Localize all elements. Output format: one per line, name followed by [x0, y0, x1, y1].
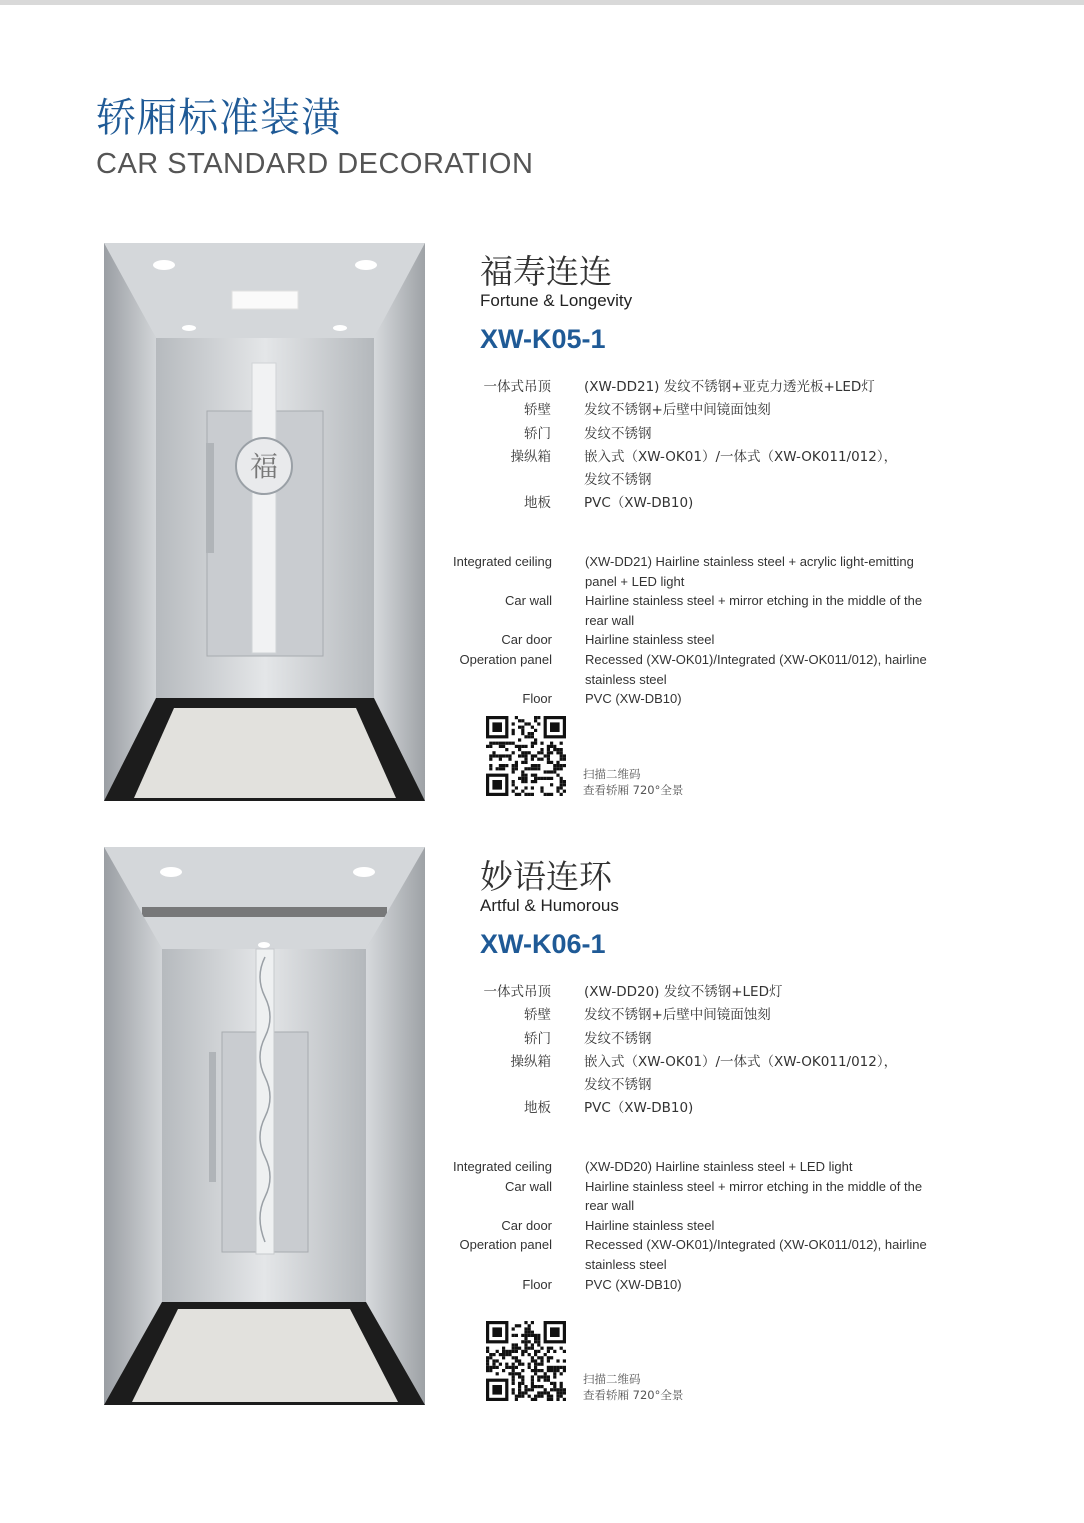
spec-row [479, 1097, 939, 1120]
spec-label: Floor [522, 691, 552, 707]
spec-value: 发纹不锈钢 [584, 1077, 652, 1094]
spec-value: Hairline stainless steel [585, 632, 715, 648]
model-name-cn: 福寿连连 [480, 252, 612, 291]
spec-value: 发纹不锈钢 [584, 472, 652, 489]
spec-value: (XW-DD21) Hairline stainless steel + acrylic light-emitting panel + LED light [585, 554, 914, 589]
spec-value: 嵌入式（XW-OK01）/一体式（XW-OK011/012）， [584, 448, 898, 465]
spec-list-cn [479, 376, 939, 516]
spec-value: 发纹不锈钢+后壁中间镜面蚀刻 [584, 402, 771, 419]
model-name-en: Artful & Humorous [480, 896, 619, 915]
spec-label: 轿壁 [524, 1007, 551, 1024]
spec-label: 轿壁 [524, 402, 551, 419]
elevator-photo-k05 [104, 243, 425, 801]
spec-row [449, 552, 939, 591]
spec-value: PVC（XW-DB10) [584, 495, 694, 512]
page-title: 轿厢标准装潢 [96, 95, 342, 141]
spec-value: Hairline stainless steel + mirror etching in the middle of the rear wall [585, 593, 923, 628]
spec-row [449, 1235, 939, 1274]
spec-label: Integrated ceiling [452, 1159, 552, 1174]
qr-caption-line2: 查看轿厢 720°全景 [583, 1388, 684, 1402]
svg-text:福: 福 [249, 450, 279, 483]
spec-row [479, 423, 939, 446]
spec-label: Car wall [505, 1178, 552, 1194]
spec-value: PVC（XW-DB10) [584, 1100, 694, 1117]
spec-label: Car wall [505, 593, 552, 609]
spec-row [479, 981, 939, 1004]
spec-value: 发纹不锈钢+后壁中间镜面蚀刻 [584, 1007, 771, 1024]
qr-caption [583, 766, 683, 798]
spec-list-en [449, 1157, 939, 1294]
spec-value: 嵌入式（XW-OK01）/一体式（XW-OK011/012）， [584, 1053, 898, 1070]
spec-value: PVC (XW-DB10) [585, 1276, 682, 1292]
spec-label: Car door [501, 632, 552, 648]
spec-label: Operation panel [459, 651, 552, 667]
elevator-photo-k06 [104, 847, 425, 1405]
spec-row [449, 689, 939, 709]
qr-code[interactable] [486, 1321, 566, 1401]
spec-row [449, 630, 939, 650]
spec-label: 操纵箱 [510, 448, 551, 465]
spec-label: 轿门 [524, 1030, 551, 1047]
spec-value: (XW-DD21) 发纹不锈钢+亚克力透光板+LED灯 [584, 379, 875, 395]
spec-list-cn [479, 981, 939, 1121]
qr-caption [583, 1371, 683, 1403]
model-code: XW-K06-1 [480, 929, 606, 959]
spec-row [479, 446, 939, 469]
spec-value: 发纹不锈钢 [584, 1030, 652, 1047]
top-divider [0, 0, 1084, 5]
spec-value: Hairline stainless steel [585, 1217, 715, 1233]
spec-label: 一体式吊顶 [483, 984, 551, 1000]
qr-caption-line2: 查看轿厢 720°全景 [583, 783, 684, 797]
spec-label: Operation panel [459, 1237, 552, 1253]
spec-row [479, 399, 939, 422]
spec-label: Floor [522, 1276, 552, 1292]
qr-code[interactable] [486, 716, 566, 796]
qr-caption-line1: 扫描二维码 [583, 1372, 641, 1386]
spec-label: Integrated ceiling [452, 554, 552, 569]
spec-row [449, 591, 939, 630]
spec-value: (XW-DD20) 发纹不锈钢+LED灯 [584, 984, 783, 1000]
spec-value: Hairline stainless steel + mirror etching in the middle of the rear wall [585, 1178, 923, 1214]
spec-row [479, 1004, 939, 1027]
spec-value: 发纹不锈钢 [584, 425, 652, 442]
spec-label: 地板 [524, 495, 551, 512]
spec-row [449, 1177, 939, 1216]
qr-caption-line1: 扫描二维码 [583, 767, 641, 781]
model-name-en: Fortune & Longevity [480, 291, 633, 310]
spec-value: (XW-DD20) Hairline stainless steel + LED light [585, 1159, 853, 1174]
spec-label: 地板 [524, 1100, 551, 1117]
spec-list-en [449, 552, 939, 709]
spec-value: Recessed (XW-OK01)/Integrated (XW-OK011/012), hairline stainless steel [585, 1237, 927, 1272]
spec-row [449, 1216, 939, 1236]
spec-row [479, 492, 939, 515]
spec-row [479, 1028, 939, 1051]
spec-row [449, 1157, 939, 1177]
spec-label: Car door [501, 1217, 552, 1233]
page-subtitle: CAR STANDARD DECORATION [96, 148, 534, 180]
model-code: XW-K05-1 [480, 324, 606, 354]
spec-label: 轿门 [524, 425, 551, 442]
spec-row [479, 1074, 939, 1097]
spec-row [479, 1051, 939, 1074]
spec-label: 一体式吊顶 [483, 379, 551, 395]
spec-row [479, 469, 939, 492]
spec-row [449, 1275, 939, 1295]
spec-value: Recessed (XW-OK01)/Integrated (XW-OK011/012), hairline stainless steel [585, 651, 927, 687]
model-name-cn: 妙语连环 [480, 857, 612, 896]
spec-row [479, 376, 939, 399]
spec-row [449, 650, 939, 689]
spec-label: 操纵箱 [510, 1053, 551, 1070]
spec-value: PVC (XW-DB10) [585, 691, 682, 707]
